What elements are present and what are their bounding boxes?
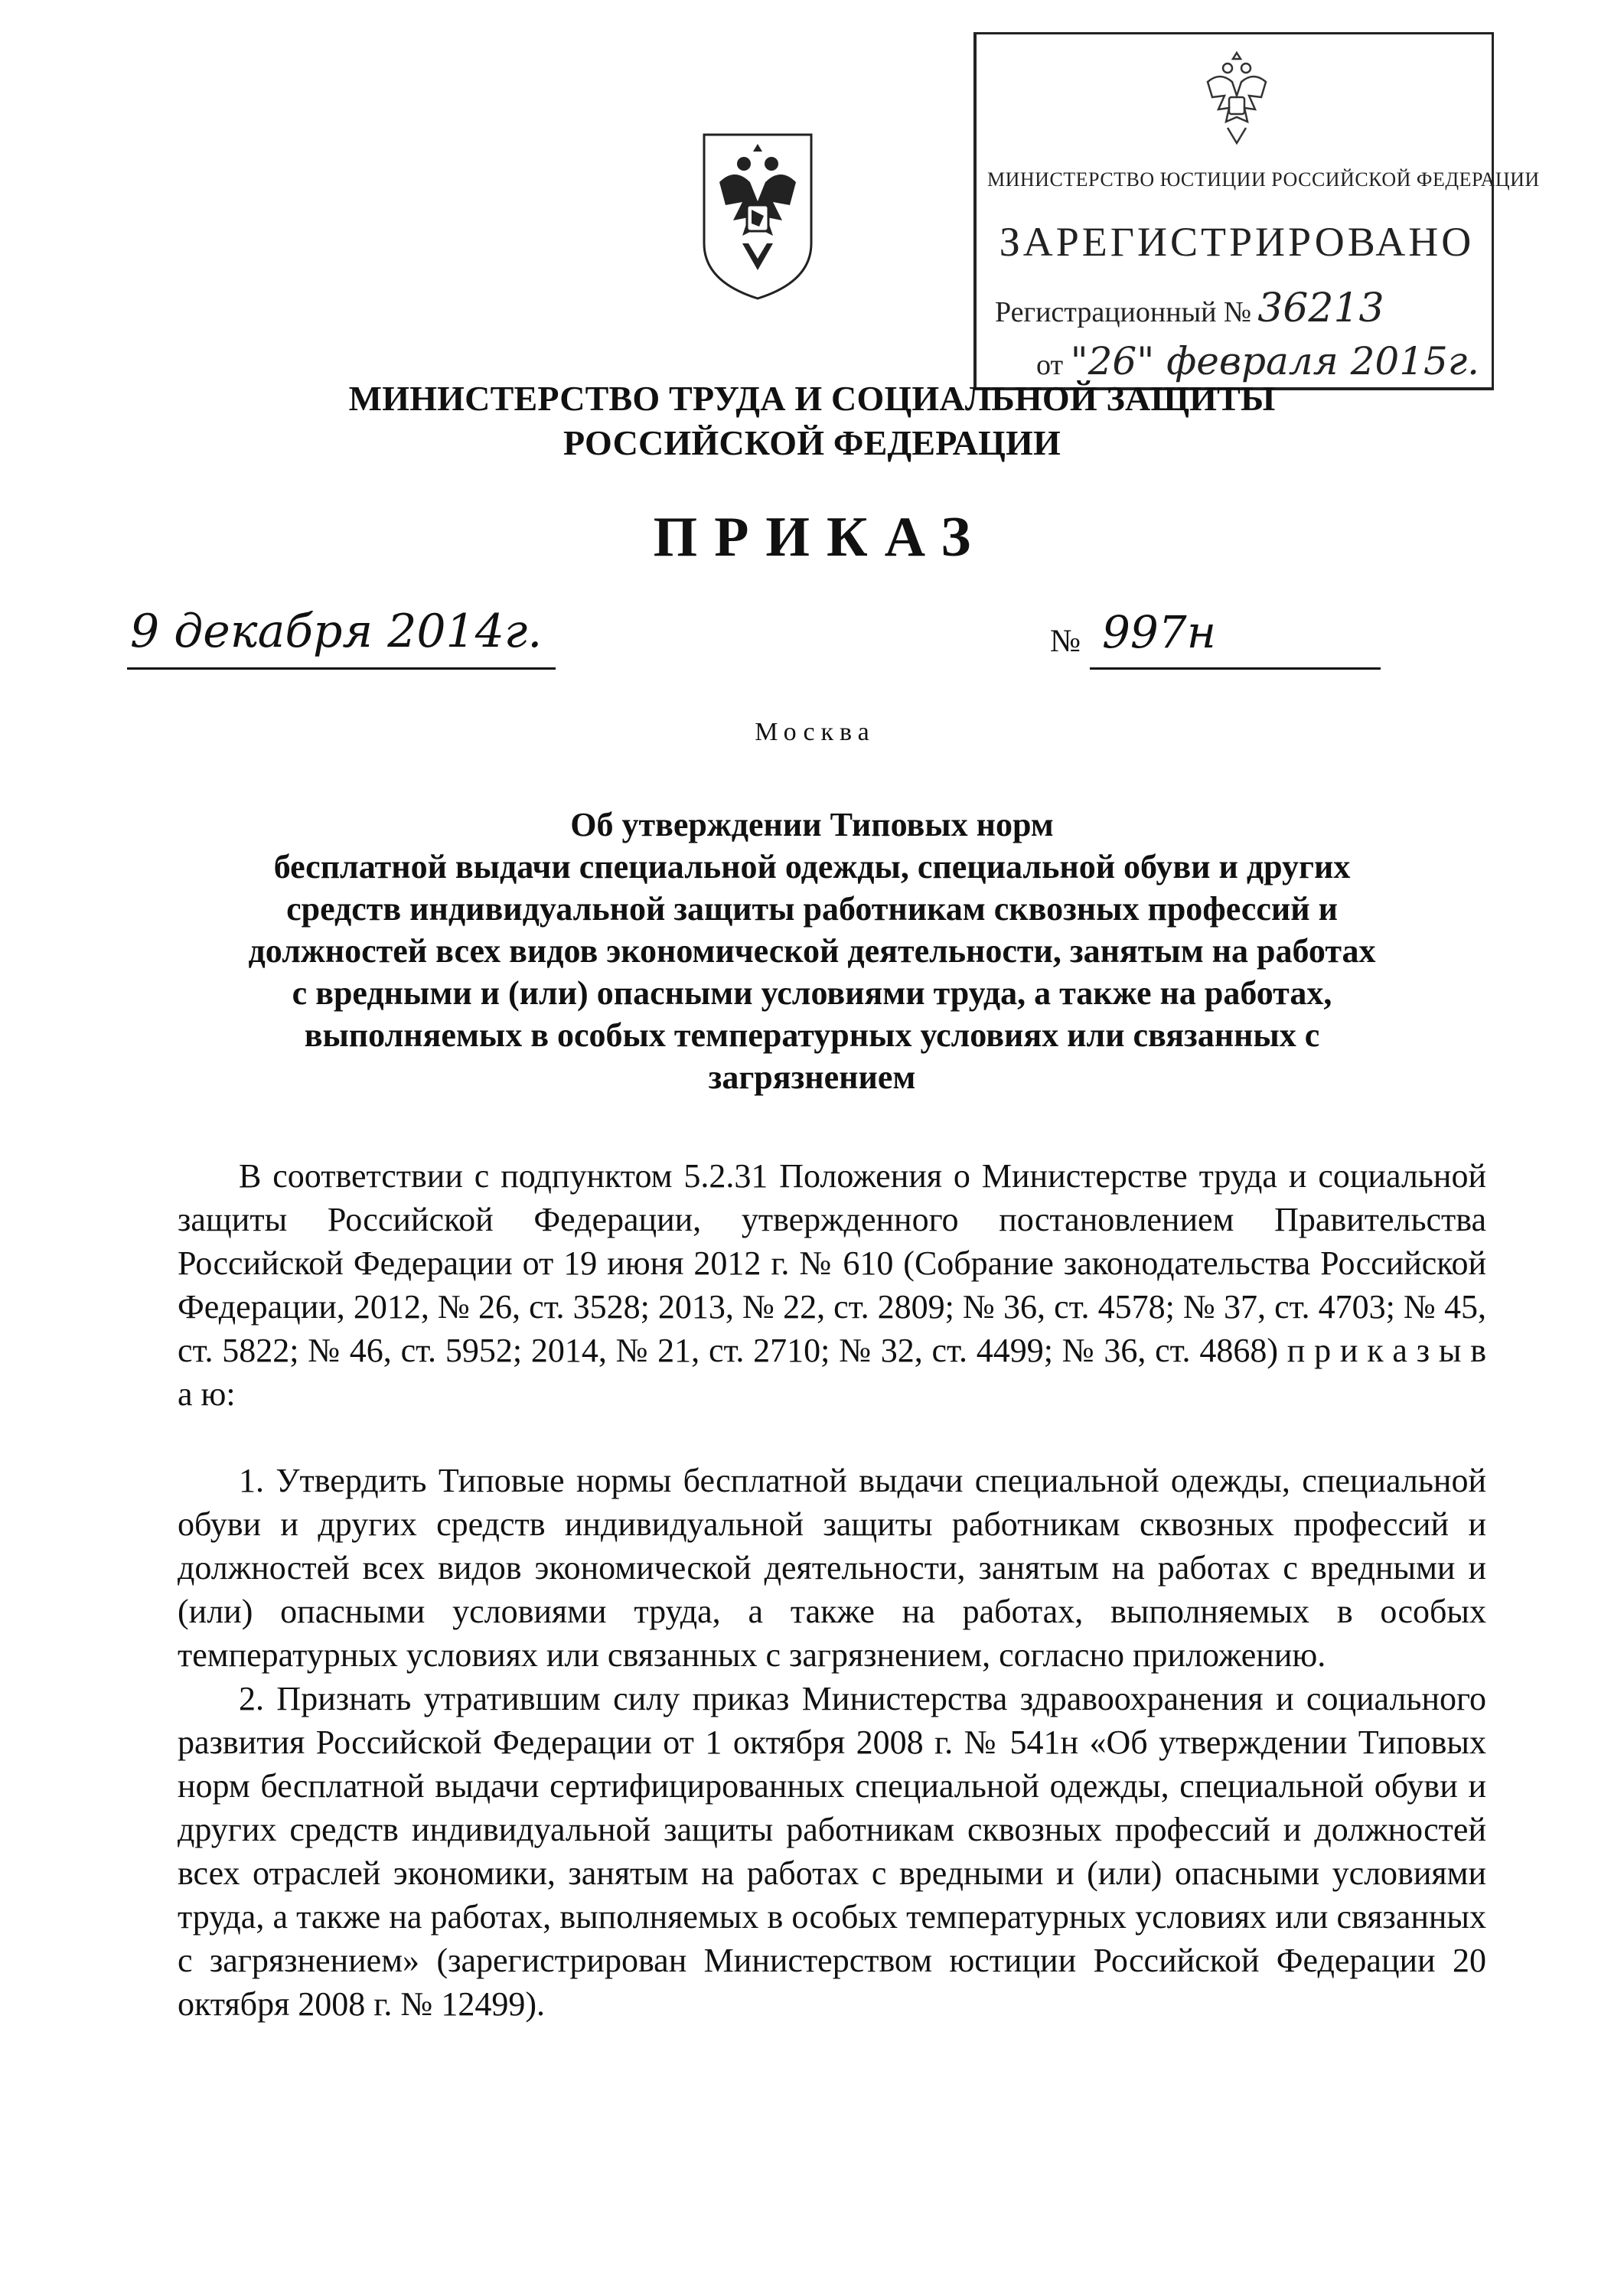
- coat-of-arms-icon: [696, 129, 819, 305]
- order-number: 997н: [1102, 606, 1216, 658]
- paragraph-gap: [178, 1416, 1486, 1459]
- stamp-reg-value: 36213: [1257, 285, 1384, 331]
- ministry-line-2: РОССИЙСКОЙ ФЕДЕРАЦИИ: [563, 423, 1061, 462]
- stamp-ministry-name: МИНИСТЕРСТВО ЮСТИЦИИ РОССИЙСКОЙ ФЕДЕРАЦИИ: [987, 168, 1540, 191]
- order-number-sign: №: [1050, 624, 1081, 659]
- document-type-title: ПРИКАЗ: [653, 506, 988, 569]
- order-body: [178, 1154, 1486, 2026]
- registration-stamp: [973, 32, 1540, 390]
- heading-line: должностей всех видов экономической деятельности, занятым на работах: [248, 932, 1376, 970]
- stamp-status: ЗАРЕГИСТРИРОВАНО: [999, 219, 1475, 265]
- heading-line: загрязнением: [708, 1058, 916, 1096]
- item-1-paragraph: 1. Утвердить Типовые нормы бесплатной выдачи специальной одежды, специальной обуви и других средств индивидуальной защиты работникам сквозных профессий и должностей всех видов экономической деятельности, занятым на работах с вредными и (или) опасными условиями труда, а также на работах, выполняемых в особых температурных условиях или связанных с загрязнением, согласно приложению.: [178, 1462, 1486, 1674]
- order-number-underline: [1090, 667, 1381, 670]
- stamp-coat-of-arms-icon: [1198, 48, 1275, 148]
- heading-line: с вредными и (или) опасными условиями труда, а также на работах,: [292, 974, 1332, 1012]
- order-date-underline: [127, 667, 556, 670]
- heading-line: выполняемых в особых температурных условиях или связанных с: [304, 1016, 1320, 1054]
- order-heading: [153, 804, 1471, 1098]
- stamp-reg-label: Регистрационный №: [995, 296, 1252, 328]
- stamp-registration-number: [995, 285, 1384, 331]
- item-2-paragraph: 2. Признать утратившим силу приказ Министерства здравоохранения и социального развития Российской Федерации от 1 октября 2008 г. № 541н «Об утверждении Типовых норм бесплатной выдачи сертифицированных специальной одежды, специальной обуви и других средств индивидуальной защиты работникам сквозных профессий и должностей всех отраслей экономики, занятым на работах с вредными и (или) опасными условиями труда, а также на работах, выполняемых в особых температурных условиях или связанных с загрязнением» (зарегистрирован Министерством юстиции Российской Федерации 20 октября 2008 г. № 12499).: [178, 1680, 1486, 2023]
- order-date: 9 декабря 2014г.: [130, 605, 543, 658]
- stamp-date-prefix: от: [1036, 349, 1064, 381]
- heading-line: бесплатной выдачи специальной одежды, специальной обуви и других: [273, 848, 1351, 885]
- heading-line: Об утверждении Типовых норм: [570, 806, 1054, 843]
- ministry-header: [0, 377, 1624, 465]
- heading-line: средств индивидуальной защиты работникам сквозных профессий и: [286, 890, 1338, 928]
- ministry-line-1: МИНИСТЕРСТВО ТРУДА И СОЦИАЛЬНОЙ ЗАЩИТЫ: [348, 379, 1276, 418]
- preamble-paragraph: В соответствии с подпунктом 5.2.31 Положения о Министерстве труда и социальной защиты Российской Федерации, утвержденного постановлением Правительства Российской Федерации от 19 июня 2012 г. № 610 (Собрание законодательства Российской Федерации, 2012, № 26, ст. 3528; 2013, № 22, ст. 2809; № 36, ст. 4578; № 37, ст. 4703; № 45, ст. 5822; № 46, ст. 5952; 2014, № 21, ст. 2710; № 32, ст. 4499; № 36, ст. 4868) п р и к а з ы в а ю:: [178, 1157, 1486, 1413]
- stamp-date-value: "26" февраля 2015г.: [1070, 339, 1480, 383]
- order-city: Москва: [755, 718, 876, 746]
